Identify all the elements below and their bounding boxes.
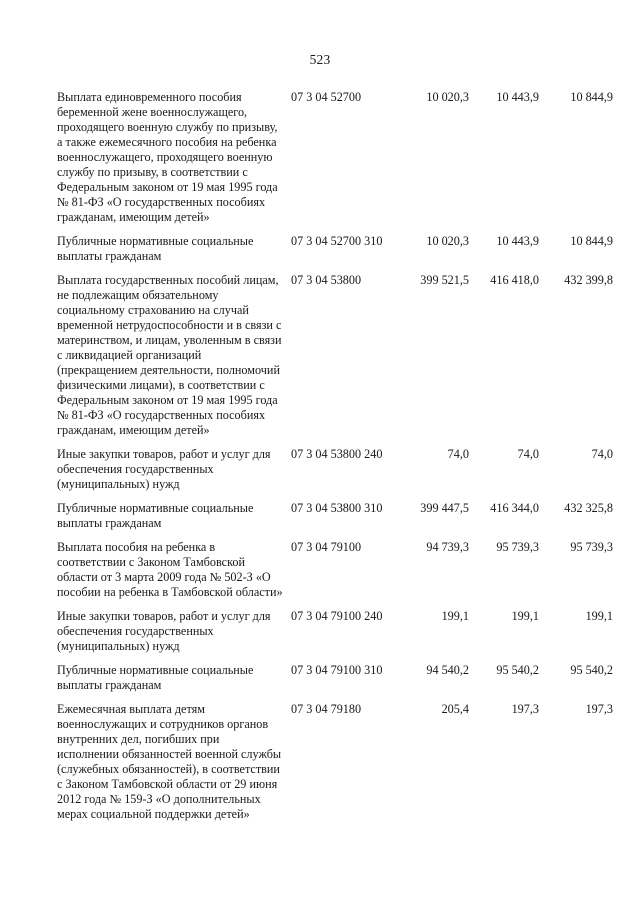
- row-code: 07 3 04 79100 310: [291, 663, 383, 677]
- row-code: 07 3 04 53800: [291, 273, 362, 287]
- table-row: [57, 540, 613, 600]
- row-value-1: 205,4: [441, 702, 469, 716]
- row-value-2: 197,3: [511, 702, 539, 716]
- row-value-3: 197,3: [585, 702, 613, 716]
- row-value-2: 74,0: [517, 447, 539, 461]
- row-name: Выплата единовременного пособия беременной жене военнослужащего, проходящего военную службу по призыву, а также ежемесячного пособия на ребенка военнослужащего, проходящего военную службу по призыву, в соответствии с Федеральным законом от 19 мая 1995 года № 81-ФЗ «О государственных пособиях гражданам, имеющим детей»: [57, 90, 278, 224]
- row-value-2: 10 443,9: [496, 90, 539, 104]
- row-value-3: 432 325,8: [564, 501, 613, 515]
- row-value-2: 95 739,3: [496, 540, 539, 554]
- row-value-3: 74,0: [591, 447, 613, 461]
- row-value-1: 94 540,2: [426, 663, 469, 677]
- row-code: 07 3 04 53800 240: [291, 447, 383, 461]
- row-value-1: 94 739,3: [426, 540, 469, 554]
- row-value-3: 432 399,8: [564, 273, 613, 287]
- row-value-3: 10 844,9: [570, 90, 613, 104]
- row-code: 07 3 04 53800 310: [291, 501, 383, 515]
- table-row: [57, 273, 613, 438]
- table-row: [57, 501, 613, 531]
- row-code: 07 3 04 79100 240: [291, 609, 383, 623]
- row-value-1: 399 521,5: [420, 273, 469, 287]
- row-name: Ежемесячная выплата детям военнослужащих и сотрудников органов внутренних дел, погибших при исполнении обязанностей военной службы (служебных обязанностей), в соответствии с Законом Тамбовской области от 29 июня 2012 года № 159-З «О дополнительных мерах социальной поддержки детей»: [57, 702, 282, 821]
- row-value-2: 199,1: [511, 609, 539, 623]
- row-value-1: 399 447,5: [420, 501, 469, 515]
- row-value-1: 74,0: [447, 447, 469, 461]
- row-name: Публичные нормативные социальные выплаты гражданам: [57, 234, 254, 263]
- row-code: 07 3 04 79180: [291, 702, 362, 716]
- row-value-1: 10 020,3: [426, 90, 469, 104]
- row-value-1: 10 020,3: [426, 234, 469, 248]
- row-value-3: 199,1: [585, 609, 613, 623]
- budget-table: [57, 90, 613, 831]
- table-row: [57, 234, 613, 264]
- row-name: Публичные нормативные социальные выплаты гражданам: [57, 663, 254, 692]
- row-value-3: 95 540,2: [570, 663, 613, 677]
- table-row: [57, 702, 613, 822]
- row-code: 07 3 04 52700 310: [291, 234, 383, 248]
- table-row: [57, 90, 613, 225]
- row-value-3: 95 739,3: [570, 540, 613, 554]
- row-value-2: 416 344,0: [490, 501, 539, 515]
- row-name: Выплата государственных пособий лицам, не подлежащим обязательному социальному страхованию на случай временной нетрудоспособности и в связи с материнством, и лицам, уволенным в связи с ликвидацией организаций (прекращением деятельности, полномочий физическими лицами), в соответствии с Федеральным законом от 19 мая 1995 года № 81-ФЗ «О государственных пособиях гражданам, имеющим детей»: [57, 273, 282, 437]
- row-value-1: 199,1: [441, 609, 469, 623]
- row-code: 07 3 04 79100: [291, 540, 362, 554]
- row-name: Иные закупки товаров, работ и услуг для обеспечения государственных (муниципальных) нужд: [57, 609, 271, 653]
- table-row: [57, 609, 613, 654]
- table-row: [57, 447, 613, 492]
- row-name: Иные закупки товаров, работ и услуг для обеспечения государственных (муниципальных) нужд: [57, 447, 271, 491]
- row-value-2: 416 418,0: [490, 273, 539, 287]
- row-name: Публичные нормативные социальные выплаты гражданам: [57, 501, 254, 530]
- row-value-2: 95 540,2: [496, 663, 539, 677]
- row-name: Выплата пособия на ребенка в соответствии с Законом Тамбовской области от 3 марта 2009 года № 502-З «О пособии на ребенка в Тамбовской области»: [57, 540, 283, 599]
- page-number: 523: [309, 52, 331, 67]
- row-value-2: 10 443,9: [496, 234, 539, 248]
- row-value-3: 10 844,9: [570, 234, 613, 248]
- table-row: [57, 663, 613, 693]
- row-code: 07 3 04 52700: [291, 90, 362, 104]
